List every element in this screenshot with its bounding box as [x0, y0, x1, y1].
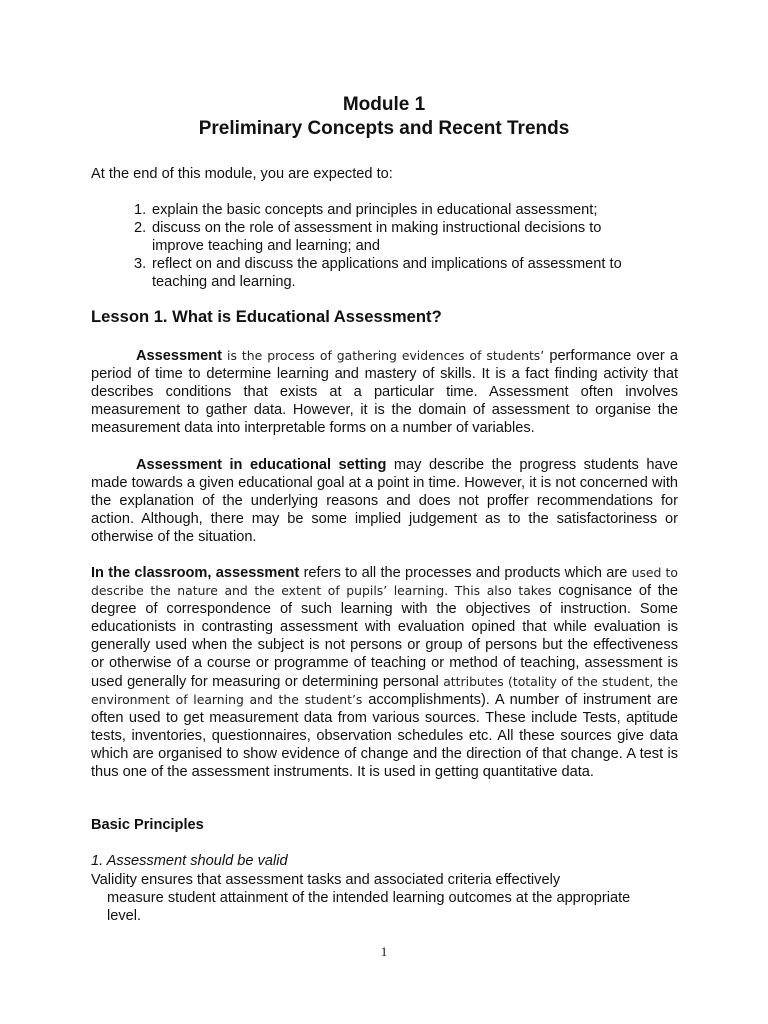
objectives-list	[134, 201, 654, 291]
objective-item: 3. reflect on and discuss the applications and implications of assessment to teaching and learning.	[134, 256, 622, 290]
basic-principles-heading: Basic Principles	[91, 817, 204, 833]
page-number: 1	[380, 944, 388, 959]
paragraph-assessment: Assessment is the process of gathering evidences of students’ performance over a period of time to determine learning and mastery of skills. It is a fact finding activity that describes conditions that exists at a particular time. Assessment often involves measurement to gather data. However, it is the domain of assessment to organise the measurement data into interpretable forms on a number of variables.	[91, 348, 678, 437]
objective-item: 2. discuss on the role of assessment in making instructional decisions to improve teaching and learning; and	[134, 220, 602, 254]
term-assessment: Assessment	[136, 348, 222, 364]
term-classroom-assessment: In the classroom, assessment	[91, 565, 300, 581]
module-title: Module 1	[342, 94, 426, 115]
principle-1-title: 1. Assessment should be valid	[91, 853, 288, 869]
term-educational-setting: Assessment in educational setting	[136, 457, 387, 473]
objective-item: 1. explain the basic concepts and principles in educational assessment;	[134, 202, 598, 218]
intro-text: At the end of this module, you are expected to:	[91, 166, 393, 182]
principle-1-text: Validity ensures that assessment tasks and associated criteria effectively measure student attainment of the intended learning outcomes at the appropriate level.	[91, 872, 631, 924]
paragraph-classroom: In the classroom, assessment refers to all the processes and products which are used to describe the nature and the extent of pupils’ learning. This also takes cognisance of the degree of correspondence of such learning with the objectives of instruction. Some educationists in contrasting assessment with evaluation opined that while evaluation is generally used when the subject is not persons or group of persons but the effectiveness or otherwise of a course or programme of teaching or method of teaching, assessment is used generally for measuring or determining personal attributes (totality of the student, the environment of learning and the student’s accomplishments). A number of instrument are often used to get measurement data from various sources. These include Tests, aptitude tests, inventories, questionnaires, observation schedules etc. All these sources give data which are organised to show evidence of change and the direction of that change. A test is thus one of the assessment instruments. It is used in getting quantitative data.	[91, 565, 678, 781]
paragraph-educational-setting: Assessment in educational setting may describe the progress students have made towards a given educational goal at a point in time. However, it is not concerned with the explanation of the underlying reasons and does not proffer recommendations for action. Although, there may be some implied judgement as to the satisfactoriness or otherwise of the situation.	[91, 457, 678, 546]
lesson-heading: Lesson 1. What is Educational Assessment?	[91, 307, 442, 326]
module-subtitle: Preliminary Concepts and Recent Trends	[198, 118, 570, 139]
